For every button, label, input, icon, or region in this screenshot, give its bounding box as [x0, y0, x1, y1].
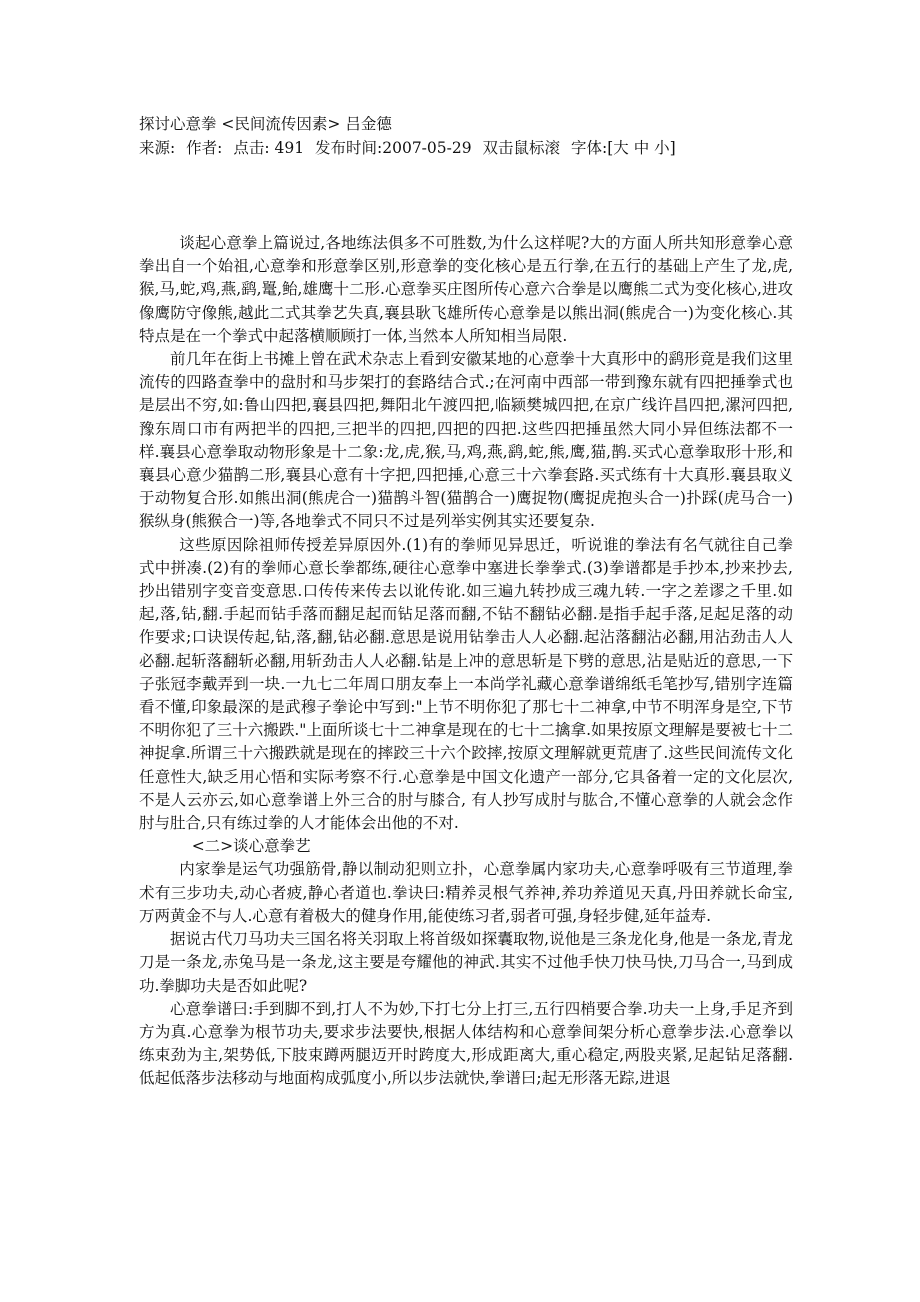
meta-clicks: 点击: 491	[233, 139, 305, 157]
article-meta	[139, 136, 839, 160]
paragraph-guan-yu: 据说古代刀马功夫三国名将关羽取上将首级如探囊取物,说他是三条龙化身,他是一条龙,青龙刀是一条龙,赤兔马是一条龙,这主要是夸耀他的神武.其实不过他手快刀快马快,刀马合一,马到成功.拳脚功夫是否如此呢?	[139, 930, 793, 995]
paragraph-reasons: 这些原因除祖师传授差异原因外.(1)有的拳师见异思迁，听说谁的拳法有名气就往自己拳式中拼凑.(2)有的拳师心意长拳都练,硬往心意拳中塞进长拳拳式.(3)拳谱都是手抄本,抄来抄去,抄出错别字变音变意思.口传传来传去以讹传讹.如三遍九转抄成三魂九转.一字之差谬之千里.如起,落,钻,翻.手起而钻手落而翻足起而钻足落而翻,不钻不翻钻必翻.是指手起手落,足起足落的动作要求;口诀误传起,钻,落,翻,钻必翻.意思是说用钻拳击人人必翻.起沾落翻沾必翻,用沾劲击人人必翻.起斩落翻斩必翻,用斩劲击人人必翻.钻是上冲的意思斩是下劈的意思,沾是贴近的意思,一下子张冠李戴弄到一块.一九七二年周口朋友奉上一本尚学礼藏心意拳谱绵纸毛笔抄写,错别字连篇看不懂,印象最深的是武穆子拳论中写到:"上节不明你犯了那七十二神拿,中节不明浑身是空,下节不明你犯了三十六搬跌."上面所谈七十二神拿是现在的七十二擒拿.如果按原文理解是要被七十二神捉拿.所谓三十六搬跌就是现在的摔跤三十六个跤摔,按原文理解就更荒唐了.这些民间流传文化任意性大,缺乏用心悟和实际考察不行.心意拳是中国文化遗产一部分,它具备着一定的文化层次,不是人云亦云,如心意拳谱上外三合的肘与膝合, 有人抄写成肘与肱合,不懂心意拳的人就会念作肘与肚合,只有练过拳的人才能体会出他的不对.	[139, 535, 793, 833]
article-body	[139, 232, 793, 1091]
article-header	[139, 112, 839, 160]
paragraph-intro: 谈起心意拳上篇说过,各地练法俱多不可胜数,为什么这样呢?大的方面人所共知形意拳心意拳出自一个始祖,心意拳和形意拳区别,形意拳的变化核心是五行拳,在五行的基础上产生了龙,虎,猴,马,蛇,鸡,燕,鹞,鼍,鲐,雄鹰十二形.心意拳买庄图所传心意六合拳是以鹰熊二式为变化核心,进攻像鹰防守像熊,越此二式其拳艺失真,襄县耿飞雄所传心意拳是以熊出洞(熊虎合一)为变化核心.其特点是在一个拳式中起落横顺顾打一体,当然本人所知相当局限.	[139, 234, 793, 345]
meta-author: 作者:	[186, 139, 223, 157]
article-title: 探讨心意拳 <民间流传因素> 吕金德	[139, 115, 392, 133]
meta-published: 发布时间:2007-05-29	[315, 139, 472, 157]
meta-font-size[interactable]: 字体:[大 中 小]	[571, 139, 676, 157]
section-heading: <二>谈心意拳艺	[191, 837, 311, 856]
paragraph-regional-forms: 前几年在街上书摊上曾在武术杂志上看到安徽某地的心意拳十大真形中的鹞形竟是我们这里流传的四路查拳中的盘肘和马步架打的套路结合式.;在河南中西部一带到豫东就有四把捶拳式也是层出不穷,如:鲁山四把,襄县四把,舞阳北午渡四把,临颍樊城四把,在京广线许昌四把,漯河四把,豫东周口市有两把半的四把,三把半的四把,四把的四把.这些四把捶虽然大同小异但练法都不一样.襄县心意拳取动物形象是十二象:龙,虎,猴,马,鸡,燕,鹞,蛇,熊,鹰,猫,鹊.买式心意拳取形十形,和襄县心意少猫鹊二形,襄县心意有十字把,四把捶,心意三十六拳套路.买式练有十大真形.襄县取义于动物复合形.如熊出洞(熊虎合一)猫鹊斗智(猫鹊合一)鹰捉物(鹰捉虎抱头合一)扑踩(虎马合一)猴纵身(熊猴合一)等,各地拳式不同只不过是列举实例其实还要复杂.	[139, 350, 794, 531]
paragraph-internal-art: 内家拳是运气功强筋骨,静以制动犯则立扑，心意拳属内家功夫,心意拳呼吸有三节道理,拳术有三步功夫,动心者疲,静心者道也.拳诀曰:精养灵根气养神,养功养道见天真,丹田养就长命宝,万两黄金不与人.心意有着极大的健身作用,能使练习者,弱者可强,身轻步健,延年益寿.	[139, 860, 793, 925]
paragraph-footwork: 心意拳谱曰:手到脚不到,打人不为妙,下打七分上打三,五行四梢要合拳.功夫一上身,手足齐到方为真.心意拳为根节功夫,要求步法要快,根据人体结构和心意拳间架分析心意拳步法.心意拳以练束劲为主,架势低,下肢束蹲两腿迈开时跨度大,形成距离大,重心稳定,两股夹紧,足起钻足落翻.低起低落步法移动与地面构成弧度小,所以步法就快,拳谱曰;起无形落无踪,进退	[139, 999, 793, 1088]
meta-scroll: 双击鼠标滚	[482, 139, 561, 157]
meta-source: 来源:	[139, 139, 176, 157]
